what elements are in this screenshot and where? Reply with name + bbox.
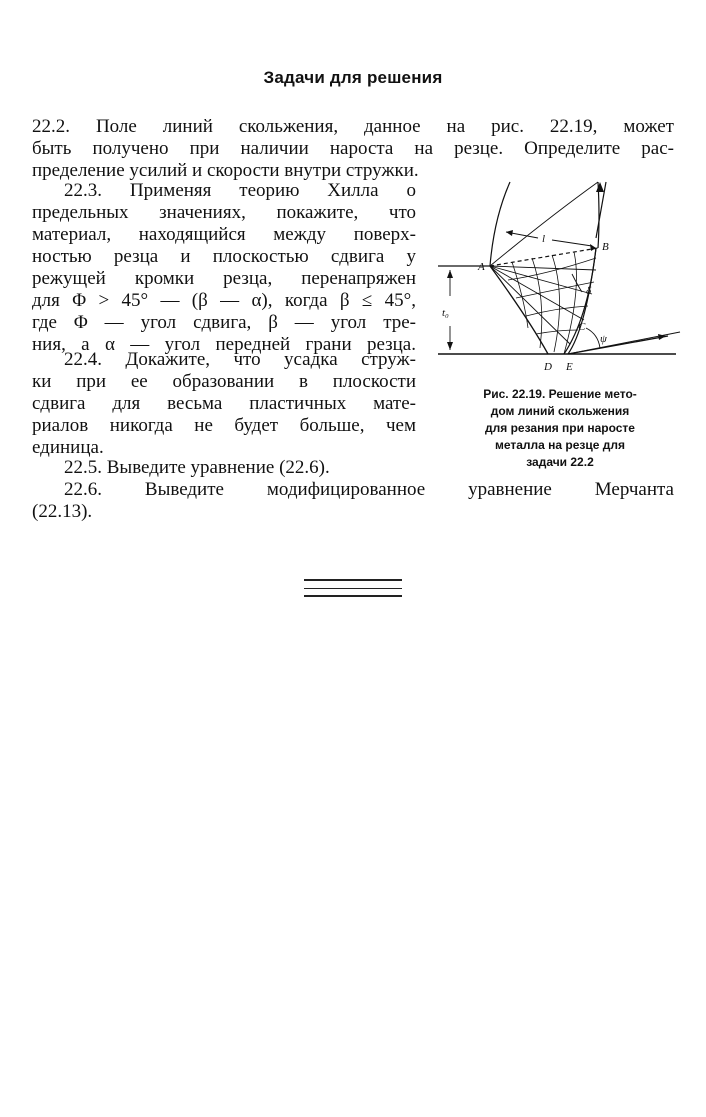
label-a: A	[478, 261, 485, 273]
text-line: материал, находящийся между поверх-	[32, 224, 416, 245]
text-line: режущей кромки резца, перенапряжен	[32, 268, 416, 289]
text-line: где Φ — угол сдвига, β — угол тре-	[32, 312, 416, 333]
label-c: C	[578, 321, 586, 333]
caption-line: дом линий скольжения	[490, 404, 630, 418]
text-line: сдвига для весьма пластичных мате-	[32, 393, 416, 414]
figure-caption	[436, 386, 684, 471]
end-rule	[304, 588, 402, 589]
caption-line: Рис. 22.19. Решение мето-	[483, 387, 637, 401]
problem-22-2	[32, 116, 674, 182]
text-line: 22.4. Докажите, что усадка струж-	[64, 349, 416, 370]
text-line: быть получено при наличии нароста на резце. Определите рас-	[32, 138, 674, 159]
text-line: ностью резца и плоскостью сдвига у	[32, 246, 416, 267]
text-line: для Φ > 45° — (β — α), когда β ≤ 45°,	[32, 290, 416, 311]
caption-line: для резания при наросте	[485, 421, 635, 435]
label-delta: δ	[586, 285, 592, 297]
caption-line: металла на резце для	[494, 438, 626, 452]
end-rule	[304, 579, 402, 581]
caption-line: задачи 22.2	[526, 455, 594, 469]
label-d: D	[544, 361, 552, 373]
text-line: ния, а α — угол передней грани резца.	[32, 334, 416, 355]
problem-22-4	[32, 349, 416, 459]
text-line: 22.3. Применяя теорию Хилла о	[64, 180, 416, 201]
problem-22-3	[32, 180, 416, 356]
problem-22-6	[32, 479, 674, 523]
label-b: B	[602, 241, 609, 253]
end-rule	[304, 595, 402, 597]
text-line: 22.2. Поле линий скольжения, данное на рис. 22.19, может	[32, 116, 674, 137]
text-line: ки при ее образовании в плоскости	[32, 371, 416, 392]
label-e: E	[566, 361, 573, 373]
problem-22-5	[32, 457, 416, 479]
label-psi: ψ	[600, 333, 607, 345]
label-t0: t₀	[442, 307, 449, 319]
text-line: предельных значениях, покажите, что	[32, 202, 416, 223]
text-line: пределение усилий и скорости внутри стружки.	[32, 160, 419, 181]
section-title: Задачи для решения	[263, 68, 443, 87]
slip-line-field-figure	[428, 178, 684, 378]
text-line: риалов никогда не будет больше, чем	[32, 415, 416, 436]
text-line: единица.	[32, 437, 104, 458]
text-line: 22.6. Выведите модифицированное уравнение Мерчанта	[64, 479, 674, 500]
text-line: 22.5. Выведите уравнение (22.6).	[64, 457, 330, 478]
text-line: (22.13).	[32, 501, 93, 522]
label-l: l	[542, 233, 546, 245]
